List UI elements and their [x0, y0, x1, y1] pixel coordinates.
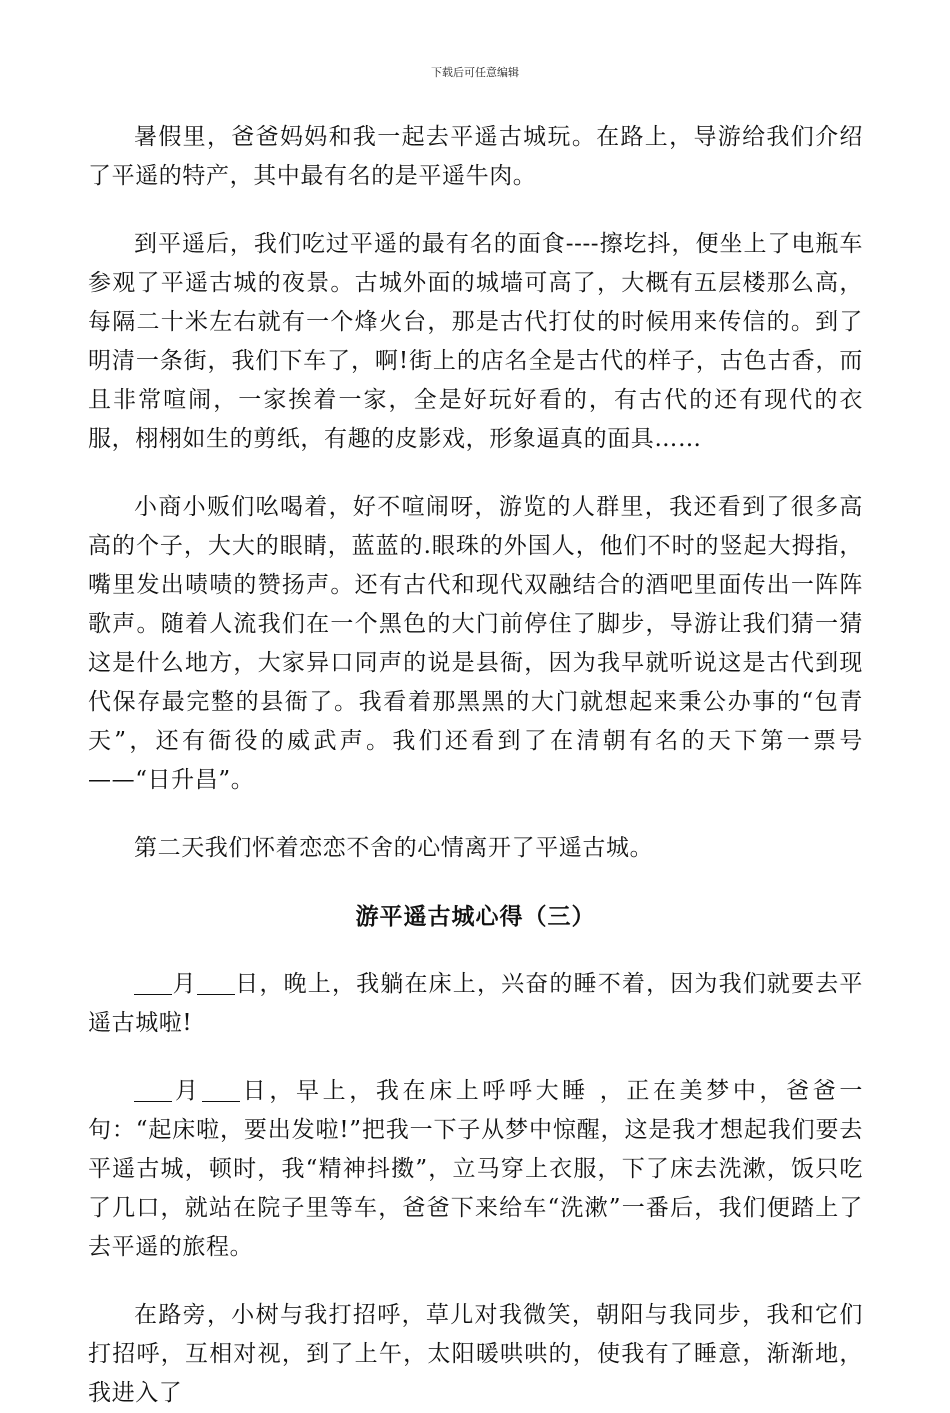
- paragraph-street-scene: 小商小贩们吆喝着，好不喧闹呀，游览的人群里，我还看到了很多高高的个子，大大的眼睛，蓝蓝的.眼珠的外国人，他们不时的竖起大拇指，嘴里发出啧啧的赞扬声。还有古代和现代双融结合的酒吧里面传出一阵阵歌声。随着人流我们在一个黑色的大门前停住了脚步，导游让我们猜一猜这是什么地方，大家异口同声的说是县衙，因为我早就听说这是古代到现代保存最完整的县衙了。我看着那黑黑的大门就想起来秉公办事的“包青天”，还有衙役的威武声。我们还看到了在清朝有名的天下第一票号——“日升昌”。: [88, 494, 863, 793]
- day-word: 日: [239, 1078, 270, 1104]
- month-word: 月: [172, 1078, 202, 1104]
- month-word: 月: [172, 971, 197, 997]
- paragraph-departure: 第二天我们怀着恋恋不舍的心情离开了平遥古城。: [134, 835, 654, 861]
- paragraph-roadside: 在路旁，小树与我打招呼，草儿对我微笑，朝阳与我同步，我和它们打招呼，互相对视，到了上午，太阳暖哄哄的，使我有了睡意，渐渐地，我进入了: [88, 1302, 863, 1406]
- paragraph-night-tour: 到平遥后，我们吃过平遥的最有名的面食----擦圪抖，便坐上了电瓶车参观了平遥古城的夜景。古城外面的城墙可高了，大概有五层楼那么高，每隔二十米左右就有一个烽火台，那是古代打仗的时候用来传信的。到了明清一条街，我们下车了，啊!街上的店名全是古代的样子，古色古香，而且非常喧闹，一家挨着一家，全是好玩好看的，有古代的还有现代的衣服，栩栩如生的剪纸，有趣的皮影戏，形象逼真的面具……: [88, 231, 863, 452]
- day-blank: [197, 972, 235, 995]
- month-blank: [134, 1079, 172, 1102]
- diary-evening-text: ，晚上，我躺在床上，兴奋的睡不着，因为我们就要去平遥古城啦!: [88, 971, 863, 1036]
- paragraph-diary-evening: [88, 965, 863, 1043]
- paragraph-trip-intro: 暑假里，爸爸妈妈和我一起去平遥古城玩。在路上，导游给我们介绍了平遥的特产，其中最有名的是平遥牛肉。: [88, 124, 863, 189]
- diary-morning-text: ，早上，我在床上呼呼大睡 ，正在美梦中，爸爸一句：“起床啦，要出发啦!”把我一下子从梦中惊醒，这是我才想起我们要去平遥古城，顿时，我“精神抖擞”，立马穿上衣服，下了床去洗漱，饭只吃了几口，就站在院子里等车，爸爸下来给车“洗漱”一番后，我们便踏上了去平遥的旅程。: [88, 1078, 863, 1260]
- page-header-note: 下载后可任意编辑: [431, 66, 519, 79]
- day-blank: [202, 1079, 240, 1102]
- paragraph-diary-morning: [88, 1072, 863, 1267]
- month-blank: [134, 972, 172, 995]
- day-word: 日: [234, 971, 260, 997]
- section-title: 游平遥古城心得（三）: [355, 903, 596, 930]
- document-body: [88, 118, 863, 1413]
